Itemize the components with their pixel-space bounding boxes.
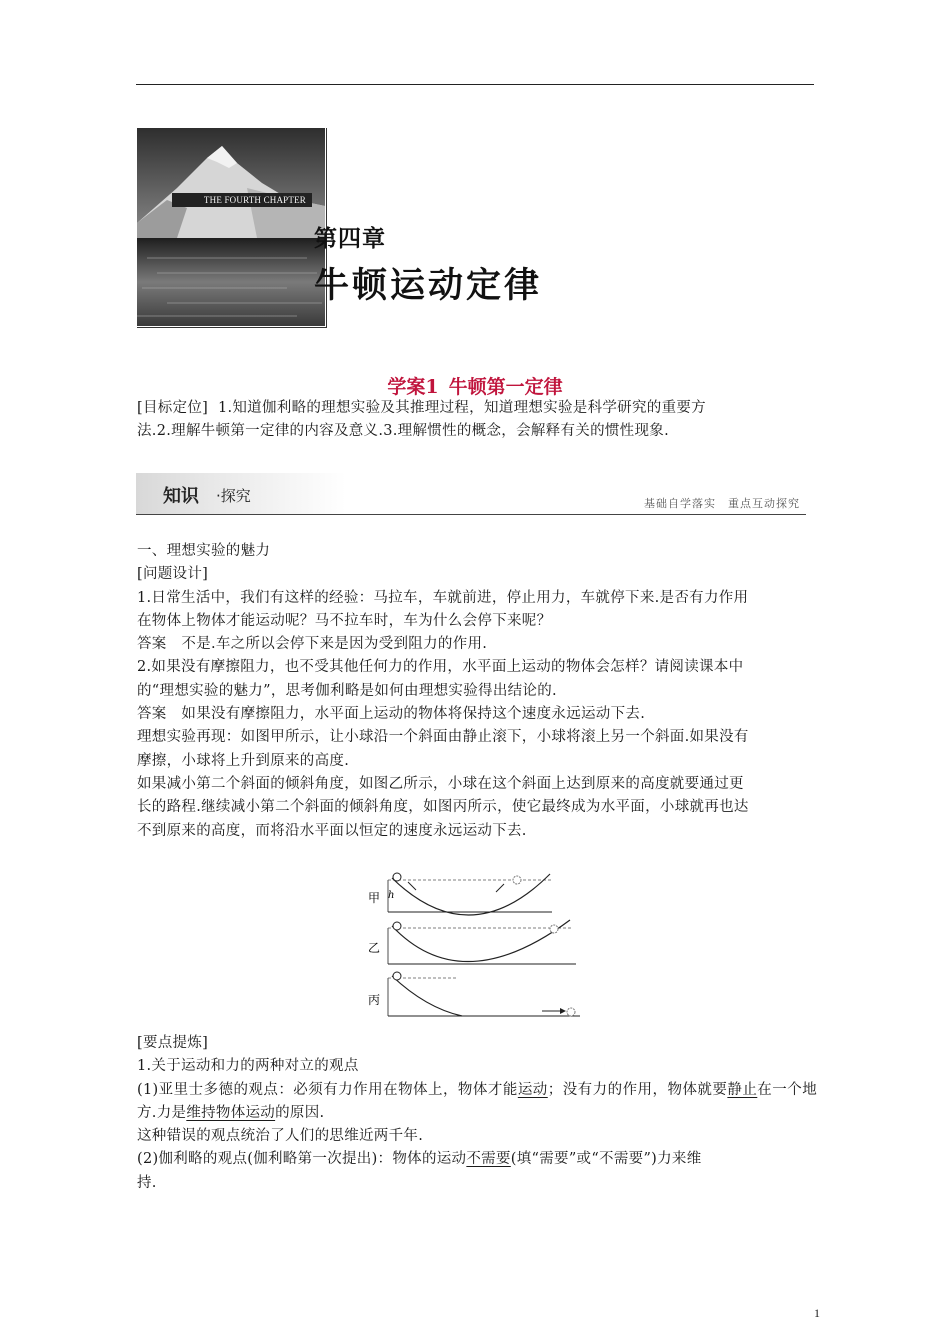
- part1-heading: 一、理想实验的魅力: [137, 543, 271, 559]
- objectives: [137, 397, 817, 444]
- objectives-line2: 法.2.理解牛顿第一定律的内容及意义.3.理解惯性的概念，会解释有关的惯性现象.: [137, 423, 669, 440]
- banner-frame-bottom: [137, 327, 327, 328]
- answer-1: 答案 不是.车之所以会停下来是因为受到阻力的作用.: [137, 636, 488, 653]
- case-title: [0, 372, 950, 399]
- chapter-number: 第四章: [314, 226, 386, 252]
- answer-2: 答案 如果没有摩擦阻力，水平面上运动的物体将保持这个速度永远运动下去.: [137, 706, 646, 723]
- question-tag: [问题设计]: [137, 566, 209, 583]
- chapter-cover-image: [137, 128, 325, 326]
- history-note: 这种错误的观点统治了人们的思维近两千年.: [137, 1128, 424, 1145]
- part2: [137, 1032, 817, 1195]
- case-title-text: 牛顿第一定律: [448, 376, 563, 398]
- reduce-line2: 长的路程.继续减小第二个斜面的倾斜角度，如图丙所示，使它最终成为水平面，小球就再也达: [137, 799, 749, 816]
- blank-3: 维持物体运动: [186, 1104, 276, 1121]
- part1: [137, 540, 817, 843]
- part2-heading: 1.关于运动和力的两种对立的观点: [137, 1058, 359, 1075]
- case-label: 学案1: [387, 376, 439, 398]
- section-label: 知识: [163, 486, 199, 507]
- section-banner: [136, 473, 806, 515]
- blank-1: 运动: [517, 1081, 548, 1098]
- aristotle-view: (1)亚里士多德的观点：必须有力作用在物体上，物体才能运动；没有力的作用，物体就要静止在一个地方.力是维持物体运动的原因.: [137, 1081, 817, 1121]
- reduce-line1: 如果减小第二个斜面的倾斜角度，如图乙所示，小球在这个斜面上达到原来的高度就要通过更: [137, 775, 744, 792]
- q2-line1: 2.如果没有摩擦阻力，也不受其他任何力的作用，水平面上运动的物体会怎样？请阅读课本中: [137, 659, 744, 676]
- key-points-tag: [要点提炼]: [137, 1035, 209, 1051]
- blank-2: 静止: [727, 1081, 758, 1098]
- q2-line2: 的“理想实验的魅力”，思考伽利略是如何由理想实验得出结论的.: [137, 682, 557, 699]
- page-number: 1: [814, 1306, 820, 1320]
- section-sub: ·探究: [216, 487, 251, 505]
- reduce-line3: 不到原来的高度，而将沿水平面以恒定的速度永远运动下去.: [137, 822, 527, 839]
- label-bing: 丙: [368, 993, 381, 1007]
- ideal-experiment-figure: [366, 868, 582, 1026]
- reenact-line1: 理想实验再现：如图甲所示，让小球沿一个斜面由静止滚下，小球将滚上另一个斜面.如果没有: [137, 729, 749, 746]
- section-right-text: 基础自学落实 重点互动探究: [644, 497, 800, 510]
- objectives-tag: [目标定位]: [137, 400, 209, 416]
- chapter-english-label: THE FOURTH CHAPTER: [172, 193, 312, 207]
- height-symbol: h: [388, 890, 395, 901]
- header-rule: [136, 84, 814, 85]
- blank-4: 不需要: [466, 1151, 511, 1168]
- q1-line2: 在物体上物体才能运动呢？马不拉车时，车为什么会停下来呢？: [137, 612, 552, 629]
- label-jia: 甲: [368, 891, 381, 905]
- objectives-line1: 1.知道伽利略的理想实验及其推理过程，知道理想实验是科学研究的重要方: [217, 400, 706, 416]
- chapter-title: 牛顿运动定律: [314, 266, 543, 306]
- galileo-view: (2)伽利略的观点(伽利略第一次提出)：物体的运动不需要(填“需要”或“不需要”)力来维 持.: [137, 1151, 702, 1191]
- reenact-line2: 摩擦，小球将上升到原来的高度.: [137, 752, 350, 769]
- q1-line1: 1.日常生活中，我们有这样的经验：马拉车，车就前进，停止用力，车就停下来.是否有力作用: [137, 589, 749, 606]
- label-yi: 乙: [368, 941, 381, 955]
